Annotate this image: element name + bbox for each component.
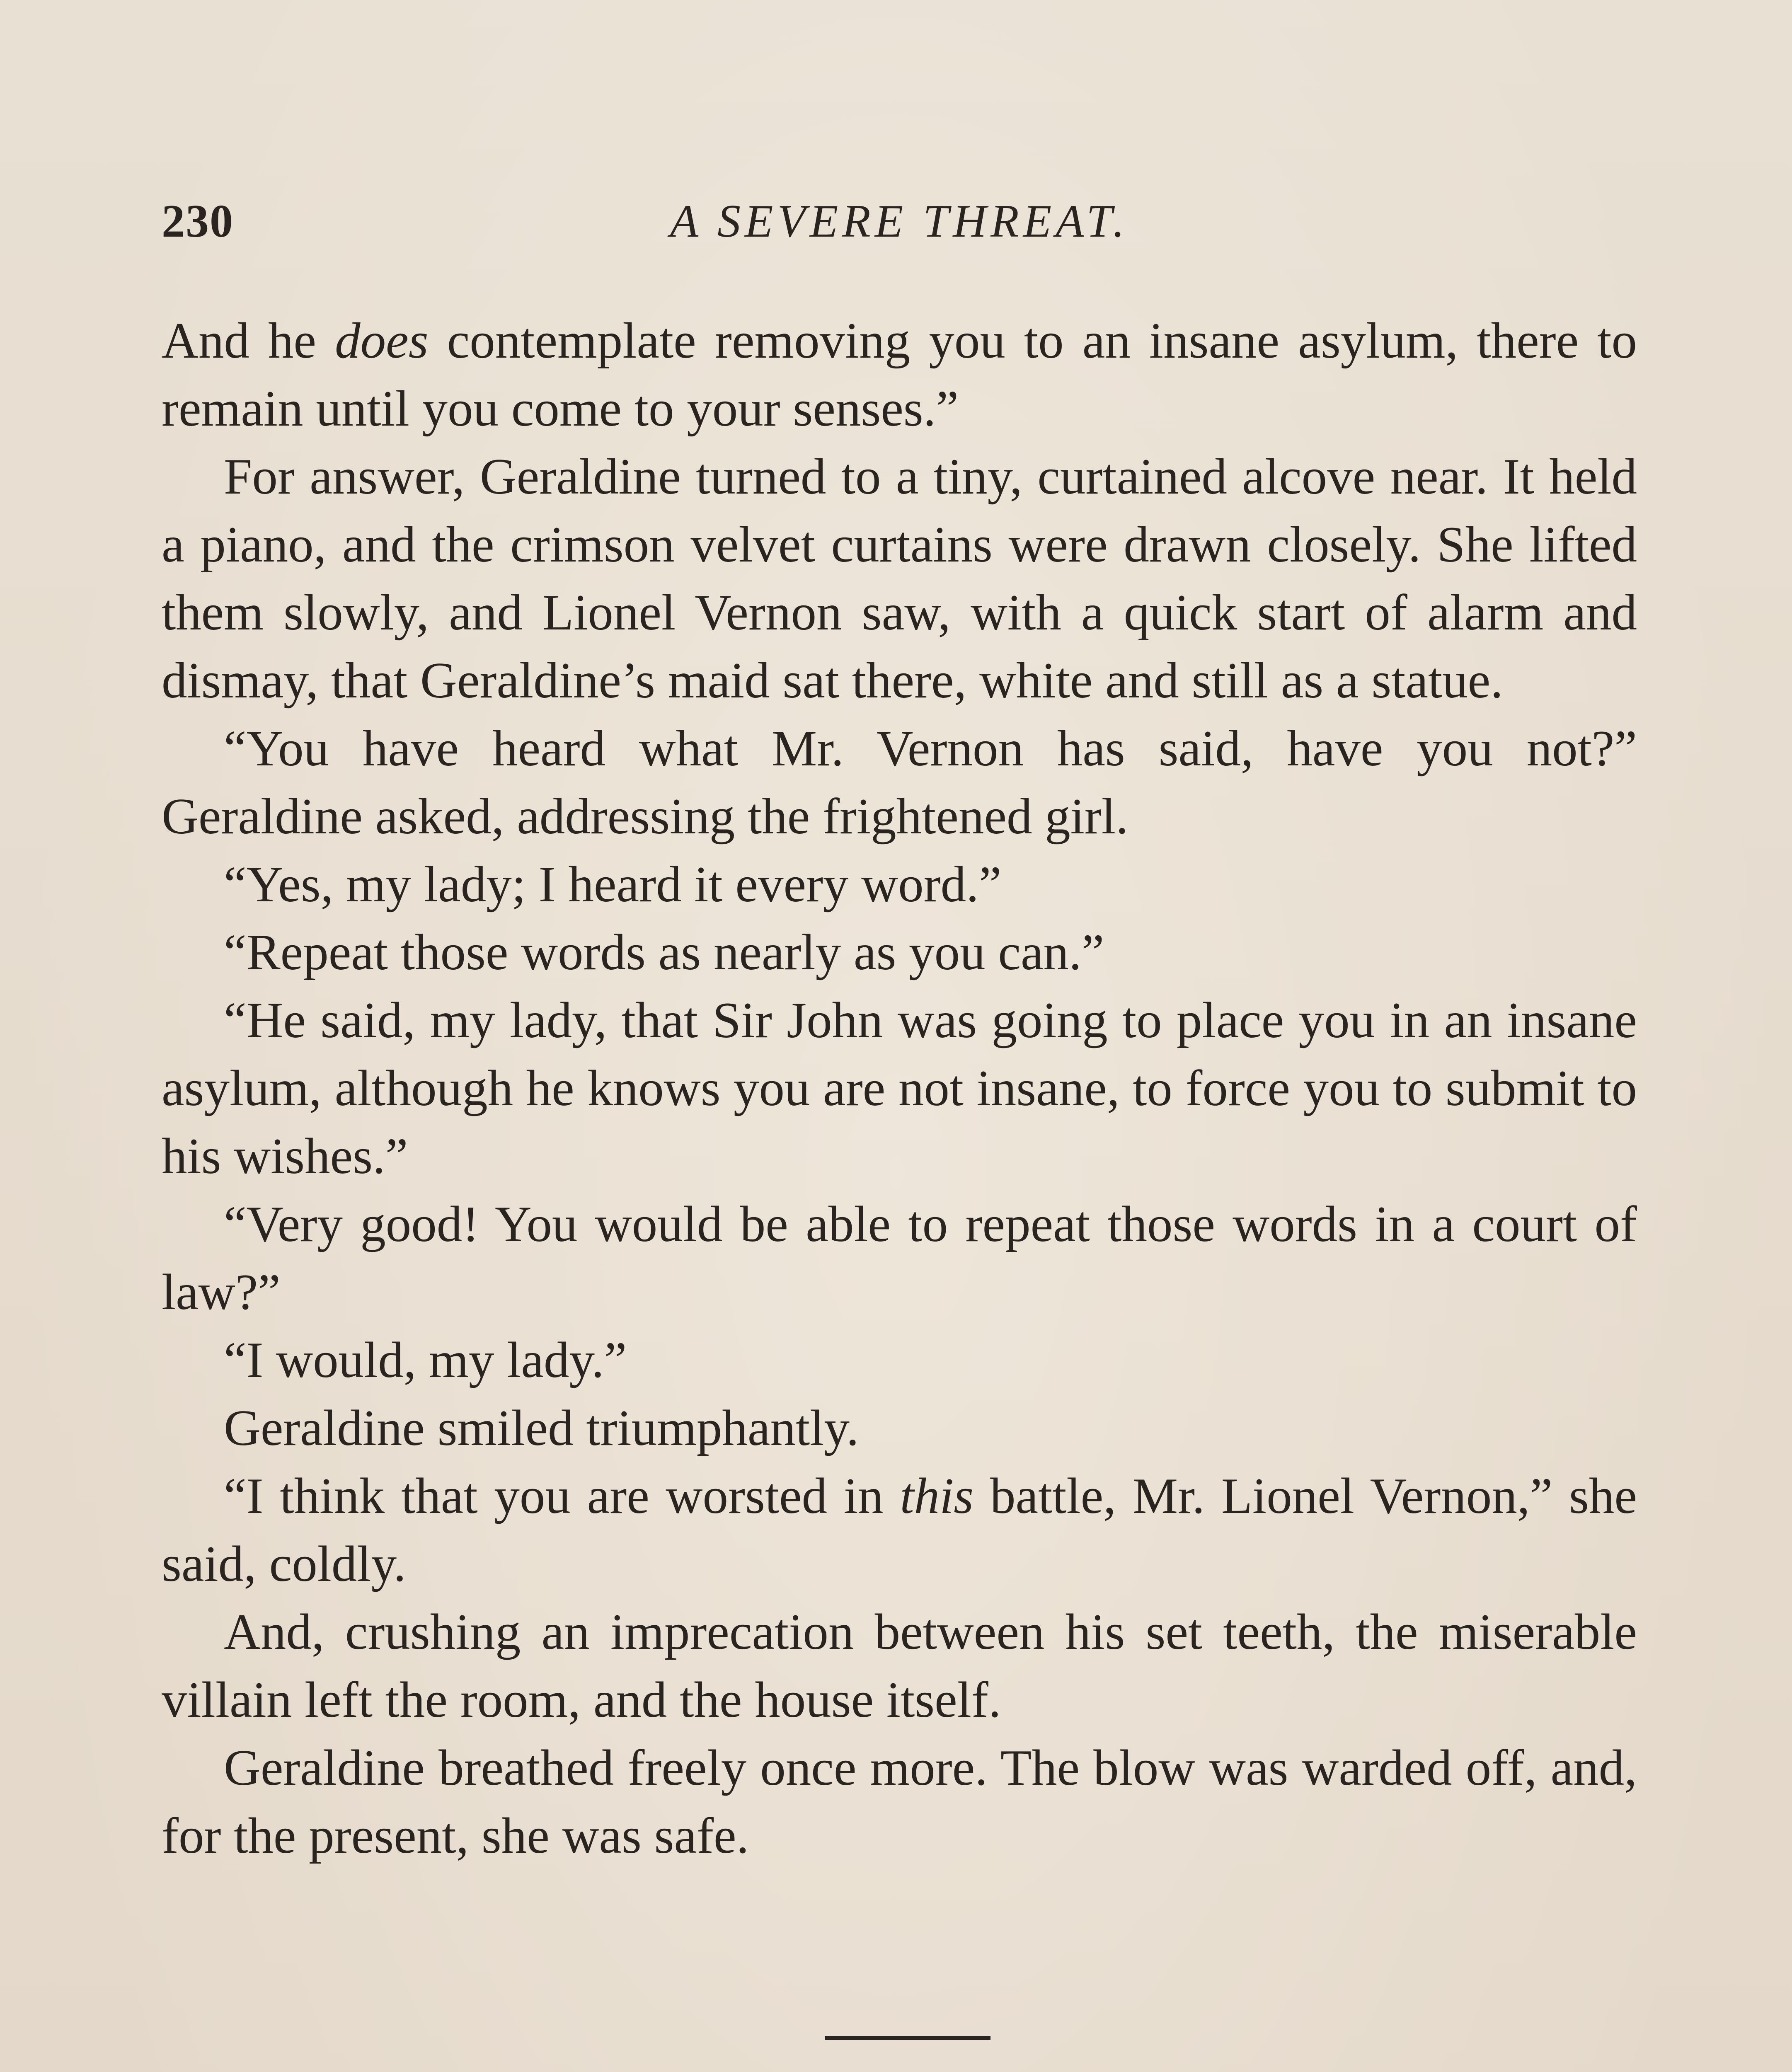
paragraph <box>162 1190 1637 1326</box>
paragraph <box>162 714 1637 850</box>
emphasis-text: does <box>335 312 429 369</box>
text-run: “Yes, my lady; I heard it every word.” <box>224 856 1002 913</box>
text-run: And he <box>162 312 335 369</box>
paragraph <box>162 918 1637 986</box>
paragraph <box>162 1394 1637 1462</box>
body-text <box>162 307 1637 1870</box>
text-run: “Very good! You would be able to repeat those words in a court of law?” <box>162 1196 1637 1320</box>
paragraph <box>162 850 1637 918</box>
paragraph <box>162 986 1637 1190</box>
paragraph <box>162 1462 1637 1598</box>
page-header <box>162 195 1637 257</box>
text-run: “I think that you are worsted in <box>224 1467 900 1524</box>
text-run: “You have heard what Mr. Vernon has said, have you not?” Geraldine asked, addressing the frightened girl. <box>162 720 1637 845</box>
section-divider <box>825 2036 990 2040</box>
paragraph <box>162 307 1637 443</box>
running-title: A SEVERE THREAT. <box>670 196 1129 247</box>
text-run: Geraldine smiled triumphantly. <box>224 1399 859 1456</box>
page-number: 230 <box>162 196 234 247</box>
paragraph <box>162 1598 1637 1734</box>
text-run: battle, Mr. Lionel Vernon,” she said, coldly. <box>162 1467 1637 1592</box>
text-run: Geraldine breathed freely once more. The blow was warded off, and, for the present, she was safe. <box>162 1739 1637 1864</box>
text-run: contemplate removing you to an insane asylum, there to remain until you come to your senses.” <box>162 312 1637 437</box>
text-run: For answer, Geraldine turned to a tiny, curtained alcove near. It held a piano, and the crimson velvet curtains were drawn closely. She lifted them slowly, and Lionel Vernon saw, with a quick start of alarm and dismay, that Geraldine’s maid sat there, white and still as a statue. <box>162 448 1637 709</box>
emphasis-text: this <box>900 1467 974 1524</box>
text-run: And, crushing an imprecation between his set teeth, the miserable villain left the room, and the house itself. <box>162 1603 1637 1728</box>
text-run: “I would, my lady.” <box>224 1331 627 1388</box>
paragraph <box>162 443 1637 714</box>
paragraph <box>162 1734 1637 1870</box>
paragraph <box>162 1326 1637 1394</box>
text-run: “Repeat those words as nearly as you can.” <box>224 924 1104 980</box>
text-run: “He said, my lady, that Sir John was going to place you in an insane asylum, although he knows you are not insane, to force you to submit to his wishes.” <box>162 992 1637 1184</box>
